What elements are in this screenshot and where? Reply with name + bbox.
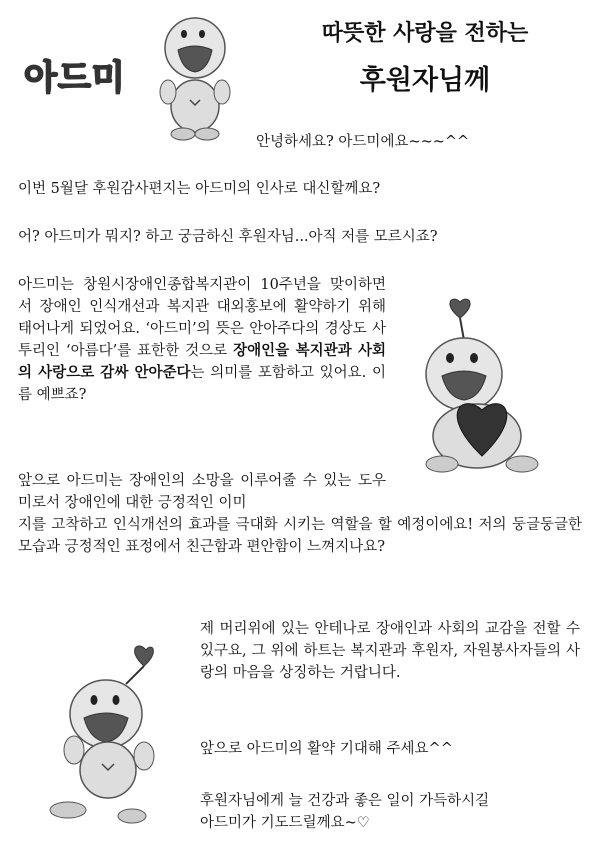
paragraph-admi-meaning <box>18 274 386 406</box>
paragraph-admi-meaning-bold: 장애인을 복지관과 사회의 사랑으로 감싸 안아준다 <box>18 342 386 381</box>
title-line1: 따뜻한 사랑을 전하는 <box>321 20 529 46</box>
closing-line1: 후원자님에게 늘 건강과 좋은 일이 가득하시길 <box>200 793 490 809</box>
greeting-text: 안녕하세요? 아드미에요~~~^^ <box>256 134 470 150</box>
paragraph-closing <box>200 790 580 834</box>
paragraph-question: 어? 아드미가 뭐지? 하고 궁금하신 후원자님...아직 저를 모르시죠? <box>18 229 438 245</box>
paragraph-antenna: 제 머리위에 있는 안테나로 장애인과 사회의 교감을 전할 수 있구요, 그 위에 하트는 복지관과 후원자, 자원봉사자들의 사랑의 마음을 상징하는 거랍니다. <box>200 621 580 681</box>
paragraph-role-start: 앞으로 아드미는 장애인의 소망을 이루어줄 수 있는 도우미로서 장애인에 대한 긍정적인 이미 <box>18 473 386 511</box>
paragraph-cheer: 앞으로 아드미의 활약 기대해 주세요^^ <box>200 741 453 757</box>
paragraph-admi-meaning-text: 아드미는 창원시장애인종합복지관이 10주년을 맞이하면서 장애인 인식개선과 복지관 대외홍보에 활약하기 위해 태어나게 되었어요. ‘아드미’의 뜻은 안아주다의 경상도 사투리인 ‘아름다’를 표한한 것으로 <box>18 277 386 359</box>
paragraph-admi-meaning-end: 는 의미를 포함하고 있어요. 이름 예쁘죠? <box>18 365 386 403</box>
mascot-waving-image <box>150 4 240 144</box>
paragraph-role-end: 지를 고착하고 인식개선의 효과를 극대화 시키는 역할을 할 예정이에요! 저의 둥글둥글한 모습과 긍정적인 표정에서 친근함과 편안함이 느껴지나요? <box>18 517 582 555</box>
mascot-dancing-image <box>28 640 178 830</box>
logo: 아드미 <box>24 58 126 98</box>
closing-line2: 아드미가 기도드릴께요~♡ <box>200 815 370 831</box>
paragraph-intro: 이번 5월달 후원감사편지는 아드미의 인사로 대신할께요? <box>18 181 381 197</box>
mascot-heart-image <box>402 296 562 476</box>
page-title: 후원자님께 <box>359 65 491 96</box>
